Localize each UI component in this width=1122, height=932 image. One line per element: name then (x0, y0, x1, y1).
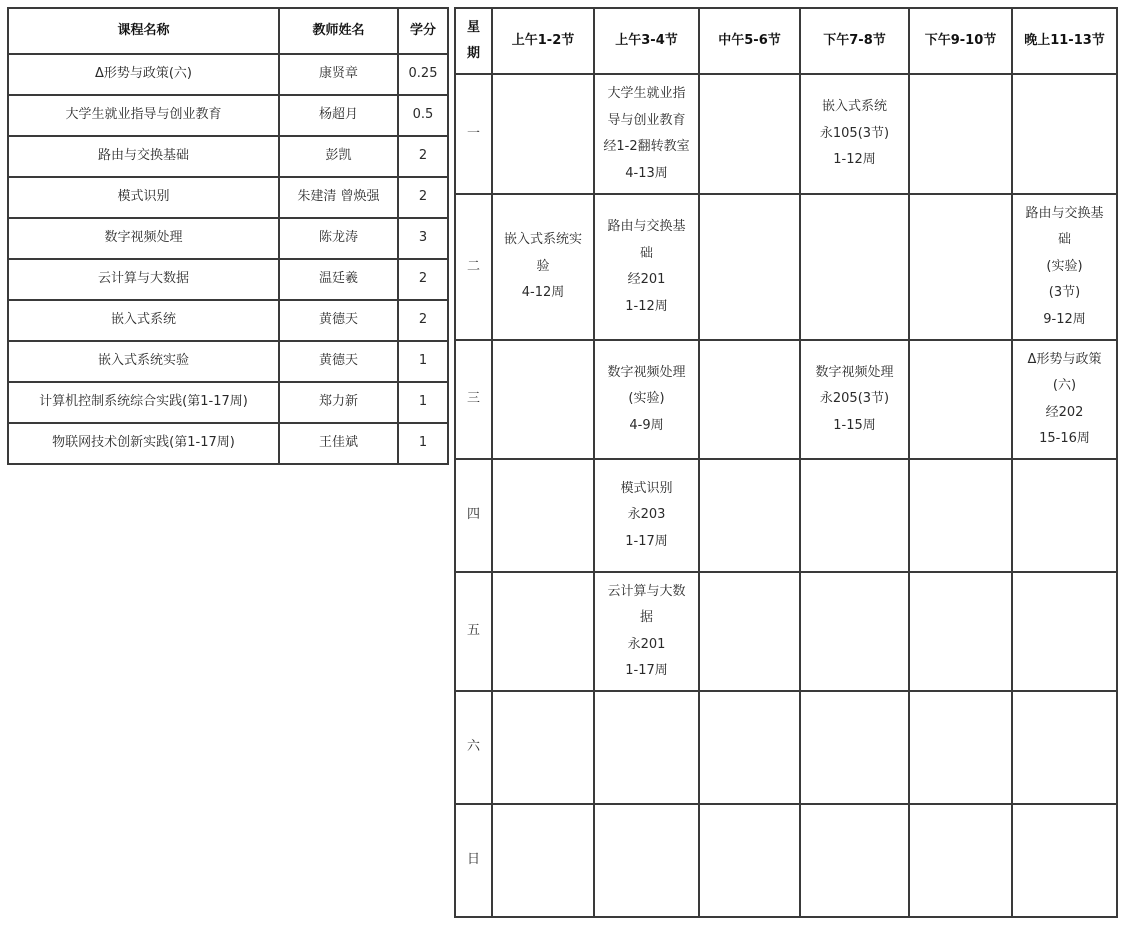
header-course-name: 课程名称 (8, 8, 279, 54)
schedule-empty-cell (909, 572, 1012, 691)
teacher-name-cell: 康贤章 (279, 54, 398, 95)
header-period-3-4: 上午3-4节 (594, 8, 699, 74)
schedule-empty-cell (909, 804, 1012, 917)
credit-cell: 1 (398, 423, 448, 464)
schedule-course-cell (800, 340, 909, 459)
header-teacher-name: 教师姓名 (279, 8, 398, 54)
schedule-empty-cell (1012, 459, 1117, 572)
schedule-empty-cell (594, 804, 699, 917)
course-info-line: 1-17周 (625, 533, 668, 549)
schedule-empty-cell (699, 459, 800, 572)
schedule-empty-cell (909, 340, 1012, 459)
course-name-cell: 物联网技术创新实践(第1-17周) (8, 423, 279, 464)
schedule-course-cell (1012, 194, 1117, 340)
course-info-line: 大学生就业指 (607, 86, 686, 101)
teacher-name-cell: 温廷羲 (279, 259, 398, 300)
schedule-body (455, 74, 1117, 917)
weekday-label: 日 (455, 804, 492, 917)
header-credit: 学分 (398, 8, 448, 54)
teacher-name-cell: 朱建清 曾焕强 (279, 177, 398, 218)
course-row (8, 300, 448, 341)
course-info-line: 数字视频处理 (607, 364, 686, 380)
course-info-line: 4-13周 (625, 165, 668, 181)
course-name-cell: 模式识别 (8, 177, 279, 218)
teacher-name-cell: 陈龙涛 (279, 218, 398, 259)
schedule-empty-cell (1012, 691, 1117, 804)
course-info-line: (实验) (628, 391, 665, 407)
header-period-11-13: 晚上11-13节 (1012, 8, 1117, 74)
schedule-day-row (455, 804, 1117, 917)
weekday-label: 二 (455, 194, 492, 340)
course-row (8, 423, 448, 464)
schedule-empty-cell (492, 572, 594, 691)
schedule-course-cell (800, 74, 909, 194)
course-name-cell: 路由与交换基础 (8, 136, 279, 177)
schedule-day-row (455, 691, 1117, 804)
course-info-line: 路由与交换基 (607, 219, 686, 234)
course-info-line: 永105(3节) (819, 125, 890, 141)
course-info-line: 4-12周 (521, 285, 565, 301)
schedule-course-cell (594, 459, 699, 572)
course-row (8, 95, 448, 136)
credit-cell: 2 (398, 259, 448, 300)
credit-cell: 2 (398, 136, 448, 177)
schedule-empty-cell (492, 459, 594, 572)
course-info-line: 据 (639, 610, 653, 625)
schedule-empty-cell (492, 804, 594, 917)
course-info-line: (实验) (1046, 258, 1083, 274)
course-info-line: 15-16周 (1039, 431, 1090, 446)
schedule-empty-cell (909, 459, 1012, 572)
course-info-line: 导与创业教育 (607, 112, 686, 128)
course-info-line: 础 (639, 245, 653, 261)
course-row (8, 177, 448, 218)
course-name-cell: Δ形势与政策(六) (8, 54, 279, 95)
schedule-empty-cell (1012, 804, 1117, 917)
weekday-label: 五 (455, 572, 492, 691)
header-period-9-10: 下午9-10节 (909, 8, 1012, 74)
schedule-course-cell (1012, 340, 1117, 459)
course-name-cell: 嵌入式系统 (8, 300, 279, 341)
course-info-line: 1-12周 (833, 152, 876, 168)
header-weekday-line1: 星 (466, 20, 480, 35)
course-info-line: 经202 (1045, 404, 1084, 420)
course-info-line: 1-12周 (625, 298, 668, 314)
course-info-line: 嵌入式系统实 (503, 232, 582, 248)
schedule-day-row (455, 572, 1117, 691)
teacher-name-cell: 王佳斌 (279, 423, 398, 464)
course-info-line: (六) (1052, 378, 1077, 393)
course-name-cell: 嵌入式系统实验 (8, 341, 279, 382)
header-period-1-2: 上午1-2节 (492, 8, 594, 74)
schedule-day-row (455, 340, 1117, 459)
course-info-line: 数字视频处理 (815, 364, 894, 380)
course-row (8, 382, 448, 423)
credit-cell: 2 (398, 300, 448, 341)
course-info-line: 嵌入式系统 (821, 99, 887, 115)
schedule-empty-cell (699, 194, 800, 340)
course-info-line: 4-9周 (629, 417, 664, 433)
course-name-cell: 数字视频处理 (8, 218, 279, 259)
course-row (8, 218, 448, 259)
teacher-name-cell: 彭凯 (279, 136, 398, 177)
course-row (8, 341, 448, 382)
schedule-empty-cell (492, 691, 594, 804)
header-weekday-line2: 期 (466, 46, 480, 61)
weekday-label: 六 (455, 691, 492, 804)
credit-cell: 0.5 (398, 95, 448, 136)
header-period-7-8: 下午7-8节 (800, 8, 909, 74)
weekday-label: 四 (455, 459, 492, 572)
course-info-line: Δ形势与政策 (1027, 351, 1102, 367)
course-info-line: 云计算与大数 (607, 583, 686, 599)
course-info-line: 永201 (627, 636, 666, 652)
course-info-line: 经201 (627, 272, 666, 287)
schedule-day-row (455, 74, 1117, 194)
course-info-line: 9-12周 (1043, 311, 1086, 327)
course-info-line: 验 (536, 258, 550, 274)
course-list-header-row (8, 8, 448, 54)
schedule-header-row (455, 8, 1117, 74)
teacher-name-cell: 郑力新 (279, 382, 398, 423)
schedule-empty-cell (800, 572, 909, 691)
teacher-name-cell: 黄德天 (279, 341, 398, 382)
teacher-name-cell: 杨超月 (279, 95, 398, 136)
weekly-schedule-table (454, 7, 1118, 918)
schedule-course-cell (594, 74, 699, 194)
course-info-line: 1-15周 (833, 417, 876, 433)
schedule-day-row (455, 194, 1117, 340)
course-info-line: 经1-2翻转教室 (603, 139, 690, 154)
course-row (8, 54, 448, 95)
schedule-empty-cell (1012, 74, 1117, 194)
course-name-cell: 计算机控制系统综合实践(第1-17周) (8, 382, 279, 423)
course-name-cell: 云计算与大数据 (8, 259, 279, 300)
credit-cell: 0.25 (398, 54, 448, 95)
schedule-empty-cell (800, 194, 909, 340)
course-info-line: 础 (1057, 232, 1071, 248)
schedule-day-row (455, 459, 1117, 572)
schedule-empty-cell (800, 804, 909, 917)
course-info-line: (3节) (1048, 285, 1081, 301)
schedule-empty-cell (492, 74, 594, 194)
schedule-empty-cell (594, 691, 699, 804)
course-info-line: 永203 (627, 507, 666, 523)
course-info-line: 1-17周 (625, 663, 668, 678)
credit-cell: 1 (398, 341, 448, 382)
course-info-line: 模式识别 (620, 480, 673, 496)
schedule-empty-cell (699, 572, 800, 691)
schedule-course-cell (594, 340, 699, 459)
schedule-empty-cell (800, 691, 909, 804)
schedule-course-cell (492, 194, 594, 340)
course-row (8, 136, 448, 177)
schedule-course-cell (594, 572, 699, 691)
header-weekday (455, 8, 492, 74)
schedule-empty-cell (909, 194, 1012, 340)
schedule-empty-cell (699, 74, 800, 194)
schedule-empty-cell (699, 804, 800, 917)
credit-cell: 2 (398, 177, 448, 218)
schedule-empty-cell (699, 340, 800, 459)
schedule-empty-cell (800, 459, 909, 572)
header-period-5-6: 中午5-6节 (699, 8, 800, 74)
course-info-line: 路由与交换基 (1025, 205, 1104, 221)
weekday-label: 一 (455, 74, 492, 194)
credit-cell: 3 (398, 218, 448, 259)
course-list-table (7, 7, 449, 465)
schedule-empty-cell (909, 691, 1012, 804)
schedule-empty-cell (699, 691, 800, 804)
course-list-body (8, 54, 448, 464)
credit-cell: 1 (398, 382, 448, 423)
schedule-empty-cell (909, 74, 1012, 194)
schedule-empty-cell (492, 340, 594, 459)
schedule-empty-cell (1012, 572, 1117, 691)
course-row (8, 259, 448, 300)
course-info-line: 永205(3节) (819, 391, 890, 407)
weekday-label: 三 (455, 340, 492, 459)
teacher-name-cell: 黄德天 (279, 300, 398, 341)
schedule-course-cell (594, 194, 699, 340)
course-name-cell: 大学生就业指导与创业教育 (8, 95, 279, 136)
